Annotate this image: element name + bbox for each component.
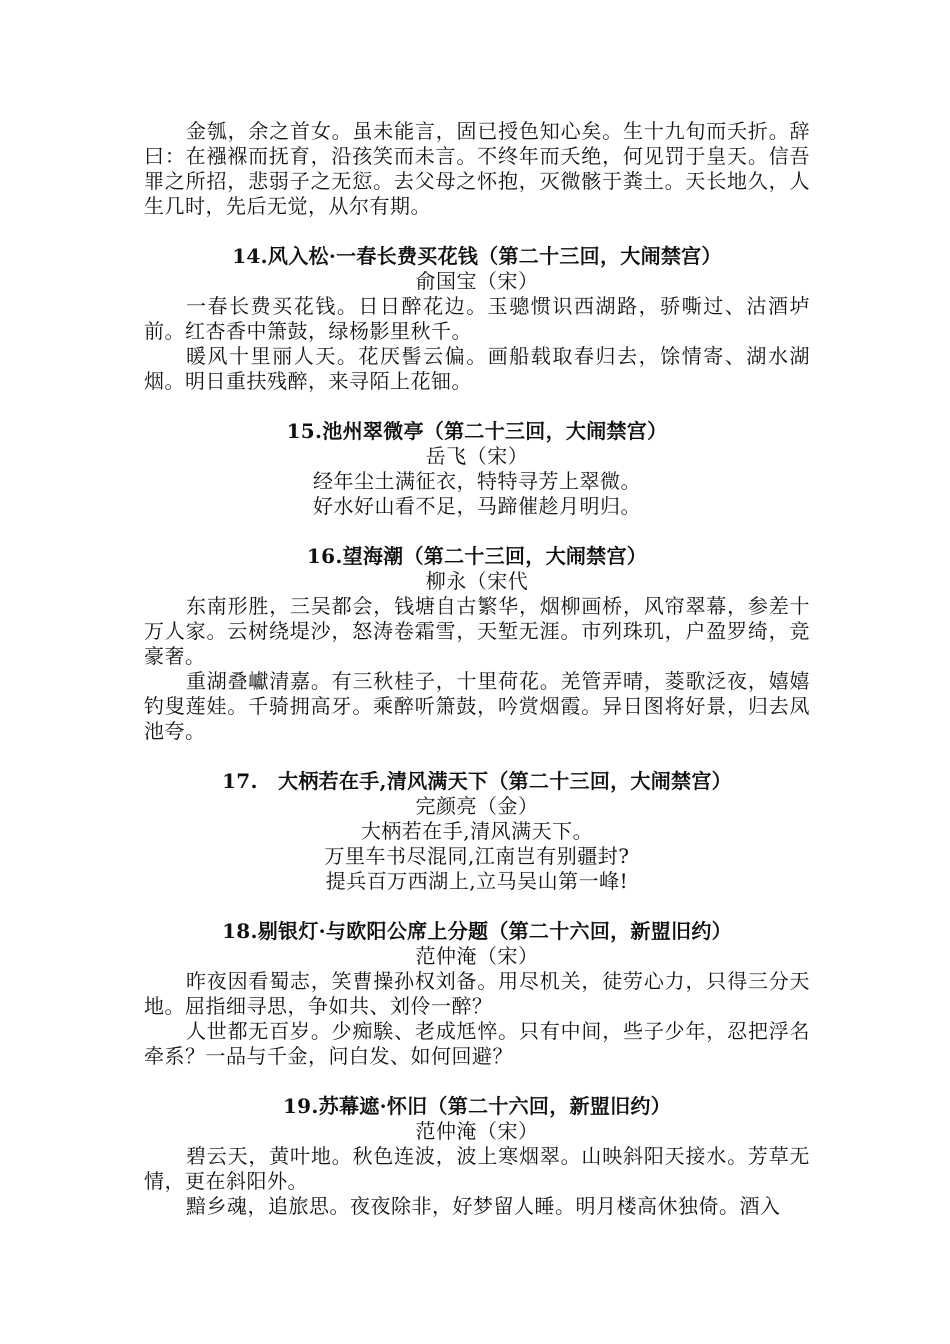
poem-paragraph: 人世都无百岁。少痴騃、老成尪悴。只有中间，些子少年，忍把浮名牵系？一品与千金，问白发、如何回避？ — [144, 1019, 810, 1068]
poem-19 — [144, 1094, 810, 1219]
poem-title: 19.苏幕遮·怀旧（第二十六回，新盟旧约） — [282, 1094, 672, 1118]
poem-author: 范仲淹（宋） — [415, 1119, 539, 1143]
poem-paragraph: 昨夜因看蜀志，笑曹操孙权刘备。用尽机关，徒劳心力，只得三分天地。屈指细寻思，争如共、刘伶一醉？ — [144, 969, 810, 1018]
poem-line: 好水好山看不足，马蹄催趁月明归。 — [313, 494, 641, 518]
poem-author: 完颜亮（金） — [415, 794, 539, 818]
poem-paragraph: 一春长费买花钱。日日醉花边。玉骢惯识西湖路，骄嘶过、沽酒垆前。红杏香中箫鼓，绿杨影里秋千。 — [144, 294, 810, 343]
poem-author: 范仲淹（宋） — [415, 944, 539, 968]
poem-line: 提兵百万西湖上,立马吴山第一峰! — [325, 869, 629, 893]
poem-paragraph: 碧云天，黄叶地。秋色连波，波上寒烟翠。山映斜阳天接水。芳草无情，更在斜阳外。 — [144, 1144, 810, 1193]
poem-16 — [144, 544, 810, 744]
poem-14 — [144, 244, 810, 394]
poem-paragraph: 重湖叠巘清嘉。有三秋桂子，十里荷花。羌管弄晴，菱歌泛夜，嬉嬉钓叟莲娃。千骑拥高牙。乘醉听箫鼓，吟赏烟霞。异日图将好景，归去凤池夸。 — [144, 669, 810, 743]
poem-line: 经年尘土满征衣，特特寻芳上翠微。 — [313, 469, 641, 493]
poem-15 — [144, 419, 810, 519]
section-gap — [144, 519, 810, 544]
document-page — [144, 119, 810, 1219]
poem-paragraph: 东南形胜，三吴都会，钱塘自古繁华，烟柳画桥，风帘翠幕，参差十万人家。云树绕堤沙，怒涛卷霜雪，天堑无涯。市列珠玑，户盈罗绮，竞豪奢。 — [144, 594, 810, 668]
poem-line: 大柄若在手,清风满天下。 — [360, 819, 594, 843]
section-gap — [144, 219, 810, 244]
poem-author: 岳飞（宋） — [425, 444, 529, 468]
poem-title: 15.池州翠微亭（第二十三回，大闹禁宫） — [286, 419, 668, 443]
intro-paragraph: 金瓠，余之首女。虽未能言，固已授色知心矣。生十九旬而夭折。辞曰：在襁褓而抚育，沿孩笑而未言。不终年而夭绝，何见罚于皇天。信吾罪之所招，悲弱子之无愆。去父母之怀抱，灭微骸于粪土。天长地久，人生几时，先后无觉，从尔有期。 — [144, 119, 810, 218]
poem-paragraph: 黯乡魂，追旅思。夜夜除非，好梦留人睡。明月楼高休独倚。酒入 — [186, 1194, 781, 1218]
poem-title: 18.剔银灯·与欧阳公席上分题（第二十六回，新盟旧约） — [222, 919, 732, 943]
poem-author: 柳永（宋代 — [425, 569, 529, 593]
poem-title: 16.望海潮（第二十三回，大闹禁宫） — [306, 544, 648, 568]
poem-17 — [144, 769, 810, 894]
section-gap — [144, 394, 810, 419]
poem-paragraph: 暖风十里丽人天。花厌髻云偏。画船载取春归去，馀情寄、湖水湖烟。明日重扶残醉，来寻陌上花钿。 — [144, 344, 810, 393]
poem-title: 14.风入松·一春长费买花钱（第二十三回，大闹禁宫） — [232, 244, 722, 268]
section-gap — [144, 744, 810, 769]
poem-line: 万里车书尽混同,江南岂有别疆封? — [324, 844, 630, 868]
poem-18 — [144, 919, 810, 1069]
poem-title: 17. 大柄若在手,清风满天下（第二十三回，大闹禁宫） — [222, 769, 732, 793]
section-gap — [144, 894, 810, 919]
poem-author: 俞国宝（宋） — [415, 269, 539, 293]
section-gap — [144, 1069, 810, 1094]
